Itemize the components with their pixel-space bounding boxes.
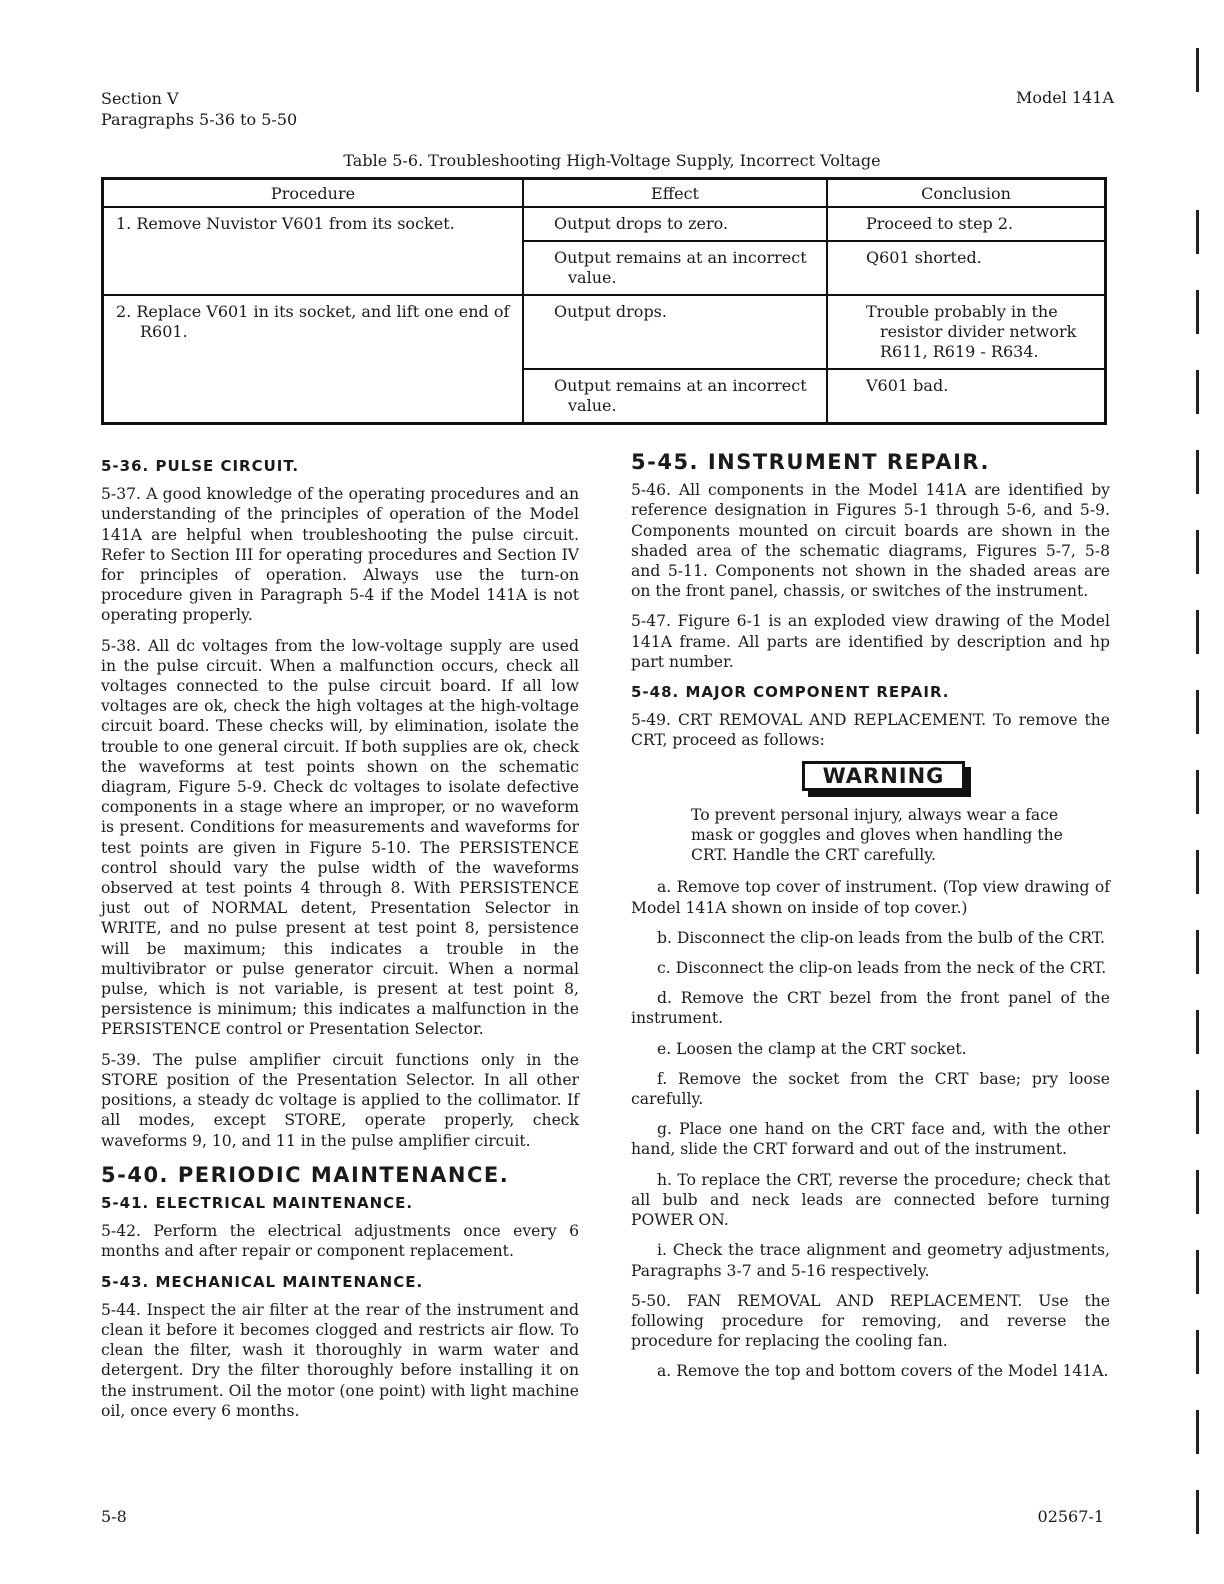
step-d: d. Remove the CRT bezel from the front panel of the instrument. [631,989,1110,1028]
procedure-text: 1. Remove Nuvistor V601 from its socket. [116,214,455,233]
effect-text: Output drops. [554,302,667,321]
col-header-effect: Effect [523,179,827,208]
step-a: a. Remove top cover of instrument. (Top view drawing of Model 141A shown on inside of top cover.) [631,878,1110,917]
table-cell-effect [523,295,827,369]
table-cell-effect [523,369,827,424]
binding-mark [1196,1330,1199,1374]
step-i: i. Check the trace alignment and geometry adjustments, Paragraphs 3-7 and 5-16 respectively. [631,1241,1110,1280]
fan-step-a: a. Remove the top and bottom covers of the Model 141A. [657,1362,1109,1381]
paragraph-5-37: 5-37. A good knowledge of the operating procedures and an understanding of the principles of operation of the Model 141A are helpful when troubleshooting the pulse circuit. Refer to Section III for operating procedures and Section IV for principles of operation. Always use the turn-on procedure given in Paragraph 5-4 if the Model 141A is not operating properly. [101,485,579,625]
heading-5-40: 5-40. PERIODIC MAINTENANCE. [101,1162,510,1187]
binding-mark [1196,1490,1199,1534]
step-b: b. Disconnect the clip-on leads from the bulb of the CRT. [657,928,1105,947]
table-cell-conclusion [827,369,1106,424]
left-column [101,452,579,1431]
paragraph-5-46: 5-46. All components in the Model 141A are identified by reference designation in Figures 5-1 through 5-6, and 5-9. Components mounted on circuit boards are shown in the shaded area of the schematic diagrams, Figures 5-7, 5-8 and 5-11. Components not shown in the shaded areas are on the front panel, chassis, or switches of the instrument. [631,481,1110,601]
paragraph-range: Paragraphs 5-36 to 5-50 [101,110,298,129]
binding-mark [1196,1170,1199,1214]
binding-mark [1196,1010,1199,1054]
heading-5-36: 5-36. PULSE CIRCUIT. [101,457,300,475]
table-cell-conclusion [827,241,1106,295]
col-header-conclusion: Conclusion [827,179,1106,208]
binding-mark [1196,850,1199,894]
paragraph-5-49: 5-49. CRT REMOVAL AND REPLACEMENT. To remove the CRT, proceed as follows: [631,711,1110,750]
step-c: c. Disconnect the clip-on leads from the neck of the CRT. [657,959,1107,978]
table-title: Table 5-6. Troubleshooting High-Voltage Supply, Incorrect Voltage [343,151,881,170]
conclusion-text: Proceed to step 2. [866,214,1014,233]
paragraph-5-42: 5-42. Perform the electrical adjustments once every 6 months and after repair or component replacement. [101,1222,579,1261]
table-cell-procedure [103,207,524,295]
paragraph-5-39: 5-39. The pulse amplifier circuit functions only in the STORE position of the Presentation Selector. In all other positions, a steady dc voltage is applied to the collimator. If all modes, except STORE, operate properly, check waveforms 9, 10, and 11 in the pulse amplifier circuit. [101,1050,579,1150]
step-e: e. Loosen the clamp at the CRT socket. [657,1039,967,1058]
heading-5-45: 5-45. INSTRUMENT REPAIR. [631,450,990,474]
heading-5-41: 5-41. ELECTRICAL MAINTENANCE. [101,1193,414,1212]
step-h: h. To replace the CRT, reverse the procedure; check that all bulb and neck leads are connected before turning POWER ON. [631,1170,1110,1230]
section-label: Section V [101,89,179,108]
model-label: Model 141A [1015,88,1114,107]
binding-mark [1196,930,1199,974]
warning-block [631,761,1110,791]
paragraph-5-47: 5-47. Figure 6-1 is an exploded view drawing of the Model 141A frame. All parts are identified by description and hp part number. [631,612,1110,671]
paragraph-5-50: 5-50. FAN REMOVAL AND REPLACEMENT. Use the following procedure for removing, and reverse the procedure for replacing the cooling fan. [631,1291,1110,1351]
binding-mark [1196,1410,1199,1454]
binding-mark [1196,290,1199,334]
col-header-procedure: Procedure [103,179,524,208]
binding-mark [1196,370,1199,414]
right-column [631,452,1110,1392]
table-cell-procedure [103,295,524,424]
binding-mark [1196,48,1199,92]
table-cell-effect [523,207,827,241]
effect-text: Output remains at an incorrect value. [554,376,807,415]
paragraph-5-44: 5-44. Inspect the air filter at the rear of the instrument and clean it before it becomes clogged and restricts air flow. To clean the filter, wash it thoroughly in warm water and detergent. Dry the filter thoroughly before installing it on the instrument. Oil the motor (one point) with light machine oil, once every 6 months. [101,1300,579,1420]
troubleshooting-table [101,177,1107,425]
procedure-text: 2. Replace V601 in its socket, and lift one end of R601. [116,302,510,341]
binding-mark [1196,530,1199,574]
heading-5-43: 5-43. MECHANICAL MAINTENANCE. [101,1272,424,1291]
table-cell-conclusion [827,207,1106,241]
warning-text: To prevent personal injury, always wear a face mask or goggles and gloves when handling the CRT. Handle the CRT carefully. [691,805,1063,865]
document-code: 02567-1 [1037,1507,1104,1526]
effect-text: Output remains at an incorrect value. [554,248,807,287]
binding-mark [1196,770,1199,814]
binding-mark [1196,610,1199,654]
table-cell-effect [523,241,827,295]
table-row [103,295,1106,369]
binding-mark [1196,210,1199,254]
table-row [103,207,1106,241]
heading-5-48: 5-48. MAJOR COMPONENT REPAIR. [631,683,950,702]
warning-label: WARNING [802,761,966,791]
conclusion-text: V601 bad. [866,376,949,395]
step-f: f. Remove the socket from the CRT base; pry loose carefully. [631,1069,1110,1109]
table-cell-conclusion [827,295,1106,369]
binding-mark [1196,1090,1199,1134]
binding-mark [1196,450,1199,494]
paragraph-5-38: 5-38. All dc voltages from the low-voltage supply are used in the pulse circuit. When a malfunction occurs, check all voltages connected to the pulse circuit board. If all low voltages are ok, check the high voltages at the high-voltage circuit board. These checks will, by elimination, isolate the trouble to one general circuit. If both supplies are ok, check the waveforms at test points shown on the schematic diagram, Figure 5-9. Check dc voltages to isolate defective components in a stage where an improper, or no waveform is present. Conditions for measurements and waveforms for test points are given in Figure 5-10. The PERSISTENCE control should vary the pulse width of the waveforms observed at test points 4 through 8. With PERSISTENCE just out of NORMAL detent, Presentation Selector in WRITE, and no pulse present at test point 8, persistence will be maximum; this indicates a trouble in the multivibrator or pulse generator circuit. When a normal pulse, which is not variable, is present at test point 8, persistence is minimum; this indicates a malfunction in the PERSISTENCE control or Presentation Selector. [101,636,579,1039]
step-g: g. Place one hand on the CRT face and, with the other hand, slide the CRT forward and out of the instrument. [631,1120,1110,1159]
effect-text: Output drops to zero. [554,214,729,233]
conclusion-text: Q601 shorted. [866,248,982,267]
page-number: 5-8 [101,1507,127,1526]
table-header-row [103,179,1106,208]
binding-mark [1196,1250,1199,1294]
conclusion-text: Trouble probably in the resistor divider network R611, R619 - R634. [866,302,1077,361]
section-header [101,88,297,130]
binding-mark [1196,690,1199,734]
